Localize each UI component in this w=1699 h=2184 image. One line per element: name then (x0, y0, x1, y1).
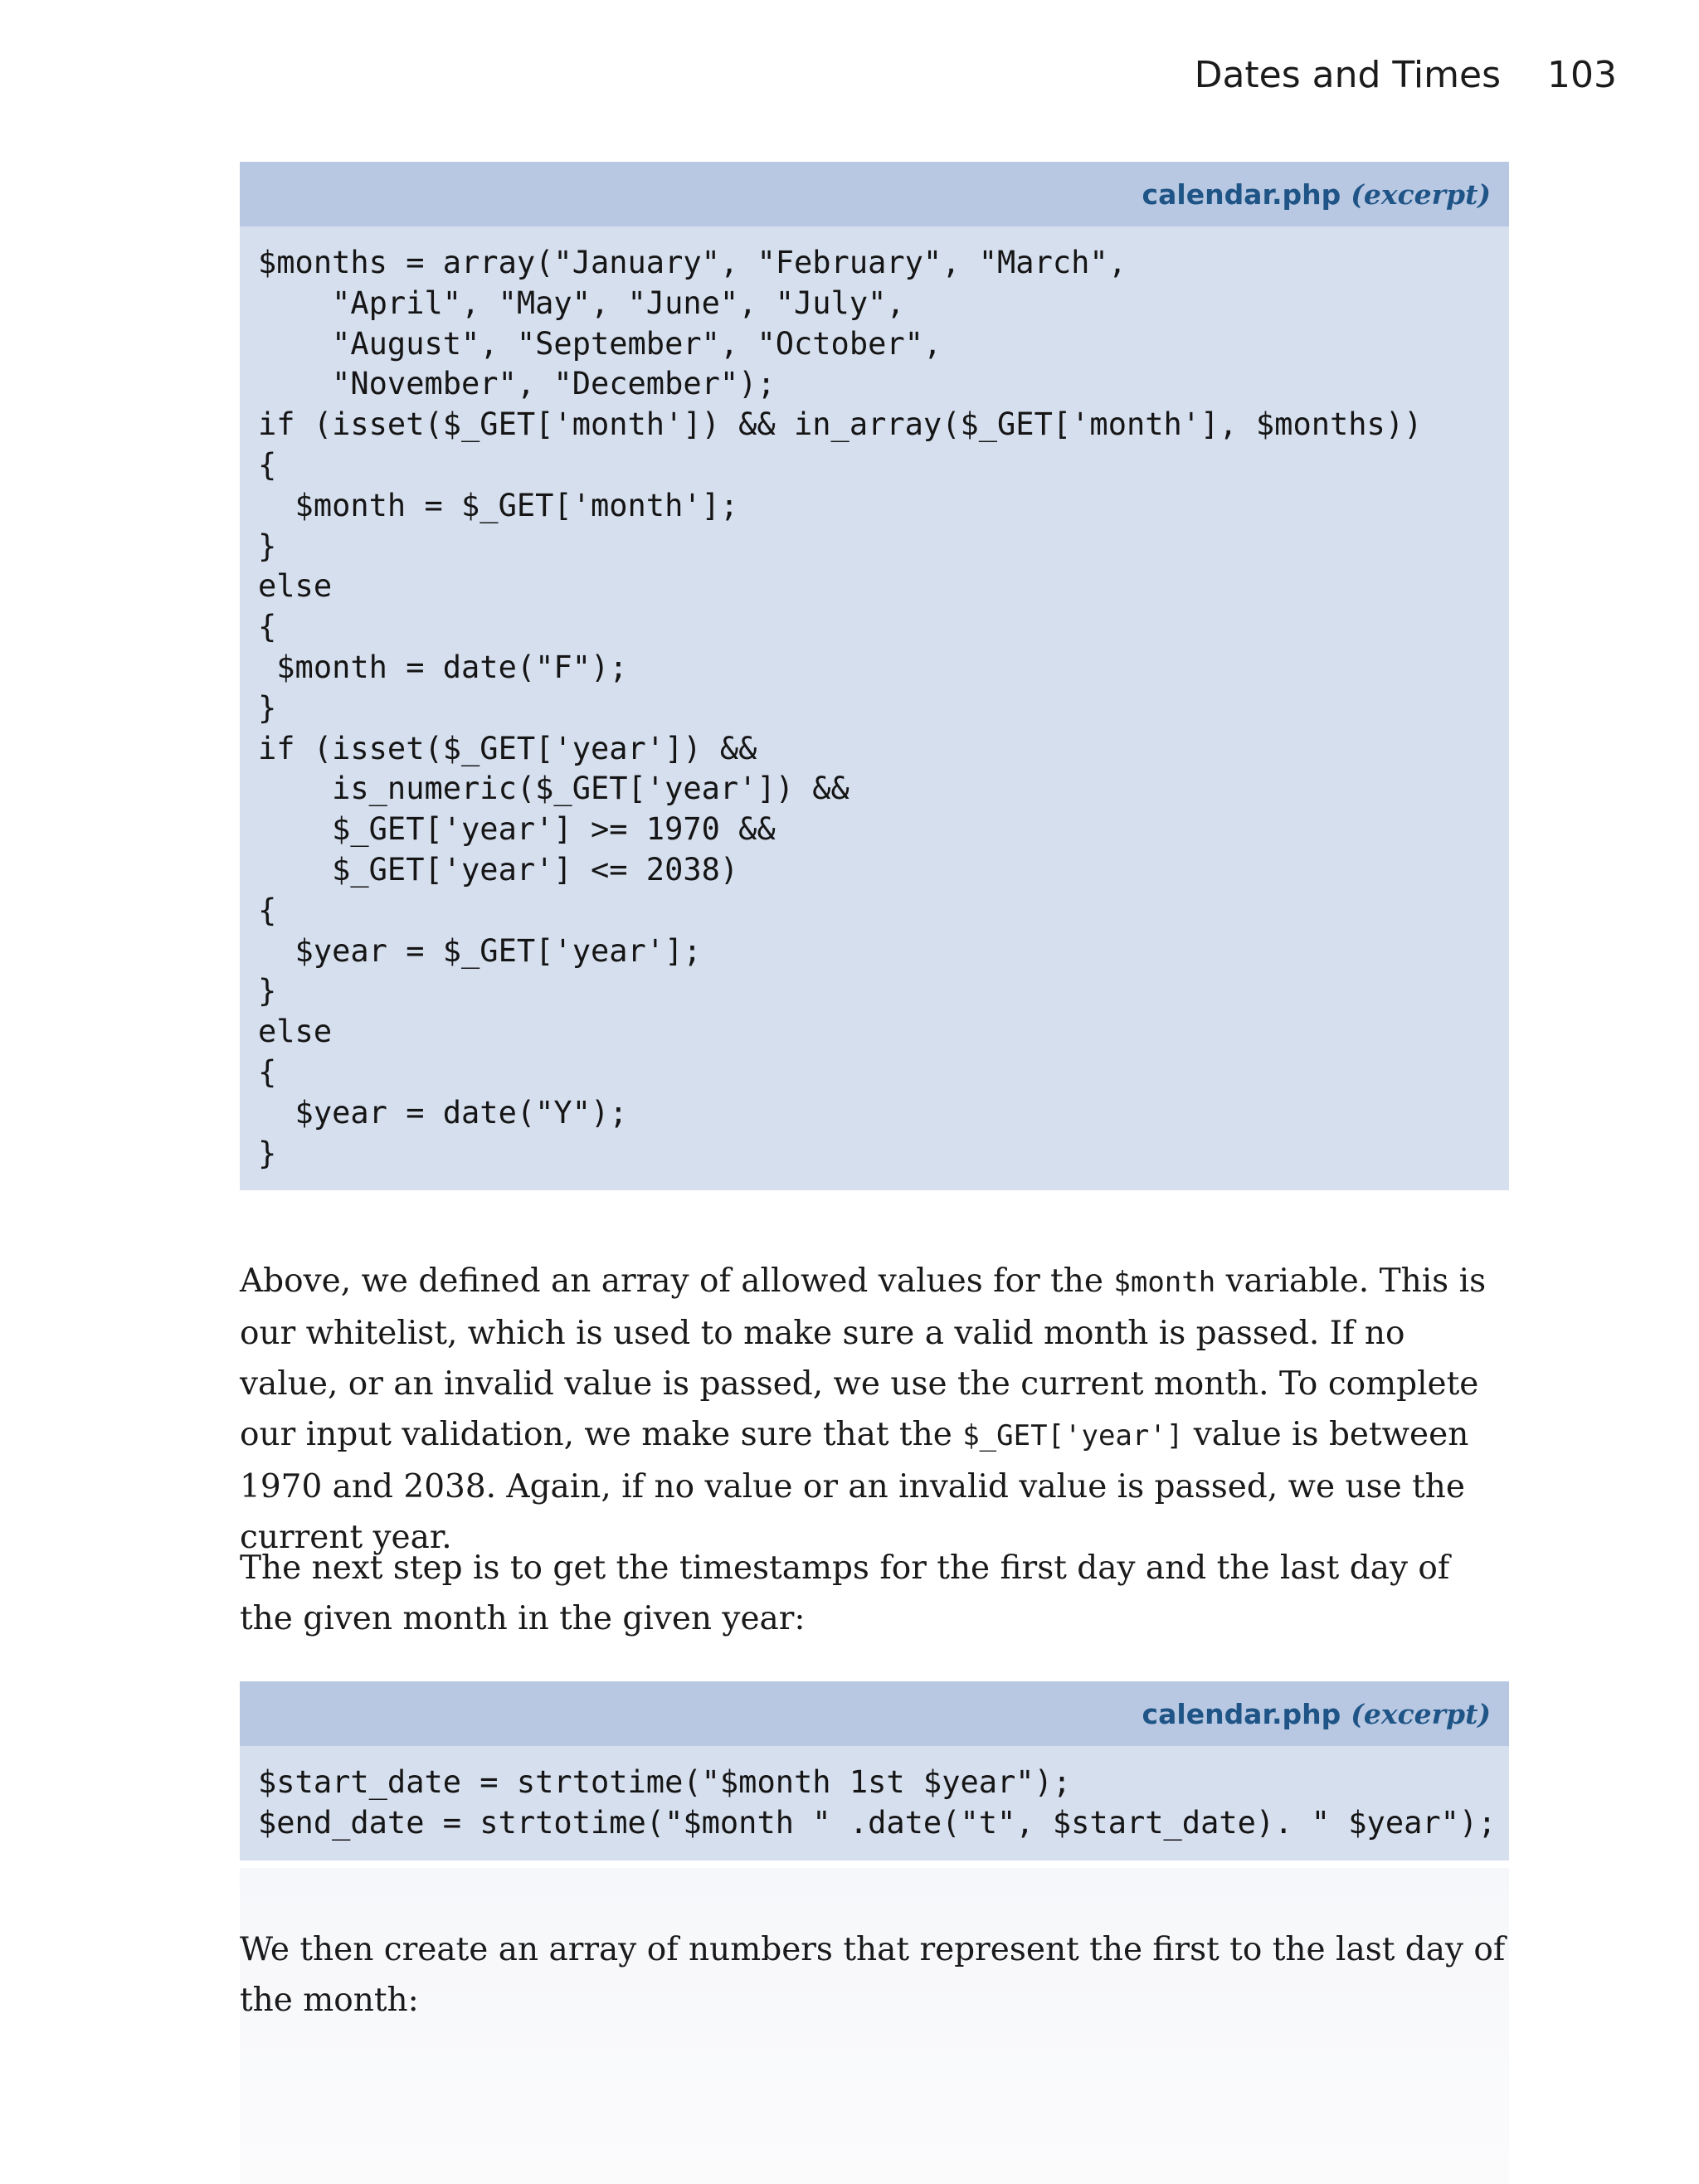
code-body: $start_date = strtotime("$month 1st $year"); $end_date = strtotime("$month " .date("t", $start_date). " $year"); (258, 1764, 1497, 1841)
code-filename: calendar.php (1142, 1697, 1341, 1730)
code-listing-2 (240, 1681, 1509, 1861)
code-listing-header (240, 1681, 1509, 1746)
code-listing-1 (240, 162, 1509, 1190)
paragraph-timestamps: The next step is to get the timestamps for the first day and the last day of the given month in the given year: (240, 1549, 1450, 1637)
running-head (1195, 48, 1617, 101)
code-listing-header (240, 162, 1509, 226)
page-background-strip (240, 1868, 1509, 2184)
paragraph-whitelist: Above, we defined an array of allowed values for the $month variable. This is our whitelist, which is used to make sure a valid month is passed. If no value, or an invalid value is passed, we use the current month. To complete our input validation, we make sure that the $_GET['year'] value is between 1970 and 2038. Again, if no value or an invalid value is passed, we use the current year. (240, 1262, 1487, 1556)
code-excerpt-label: (excerpt) (1351, 178, 1491, 211)
code-excerpt-label: (excerpt) (1351, 1697, 1491, 1730)
code-body: $months = array("January", "February", "March", "April", "May", "June", "July", "August", "September", "October", "November", "December"); if (isset($_GET['month']) && in_array($_GET['month'], $months)) { $month = $_GET['month']; } else { $month = date("F"); } if (isset($_GET['year']) && is_numeric($_GET['year']) && $_GET['year'] >= 1970 && $_GET['year'] <= 2038) { $year = $_GET['year']; } else { $year = date("Y"); } (258, 245, 1423, 1171)
chapter-title: Dates and Times (1194, 53, 1502, 96)
page-number: 103 (1547, 53, 1617, 96)
inline-code-month: $month (1113, 1266, 1216, 1299)
paragraph-day-array: We then create an array of numbers that represent the first to the last day of the month: (240, 1931, 1506, 2019)
code-filename: calendar.php (1142, 178, 1341, 211)
inline-code-get-year: $_GET['year'] (962, 1419, 1184, 1452)
